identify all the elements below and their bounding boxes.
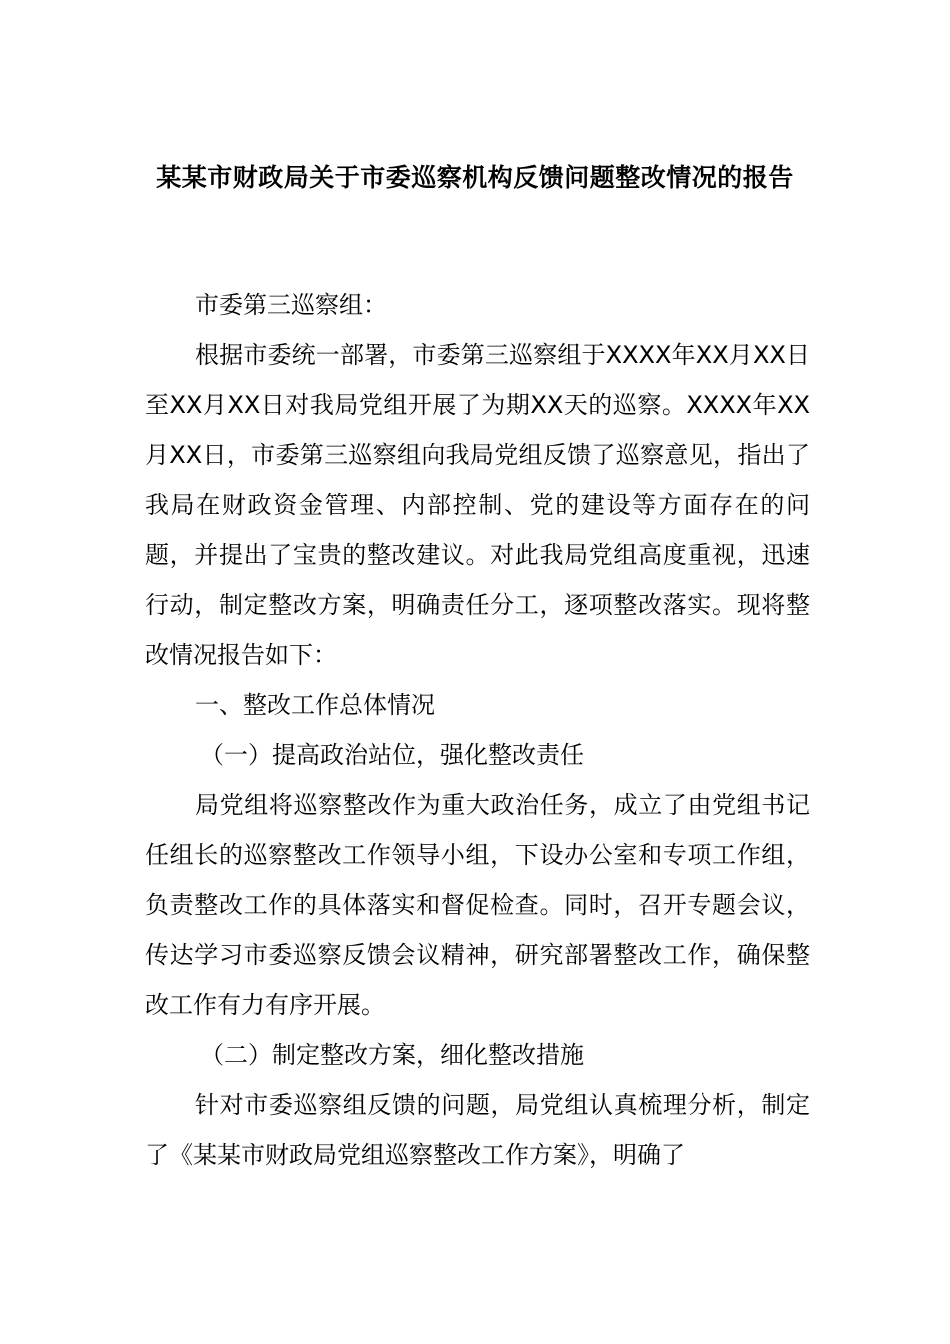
subsection-paragraph-2: 针对市委巡察组反馈的问题，局党组认真梳理分析，制定了《某某市财政局党组巡察整改工作方案》，明确了 bbox=[145, 1091, 810, 1169]
intro-paragraph: 根据市委统一部署，市委第三巡察组于XXXX年XX月XX日至XX月XX日对我局党组开展了为期XX天的巡察。XXXX年XX月XX日，市委第三巡察组向我局党组反馈了巡察意见，指出了我局在财政资金管理、内部控制、党的建设等方面存在的问题，并提出了宝贵的整改建议。对此我局党组高度重视，迅速行动，制定整改方案，明确责任分工，逐项整改落实。现将整改情况报告如下： bbox=[145, 341, 810, 669]
document-body bbox=[145, 280, 810, 1180]
document-title: 某某市财政局关于市委巡察机构反馈问题整改情况的报告 bbox=[156, 163, 794, 192]
section-heading-1: 一、整改工作总体情况 bbox=[195, 691, 435, 719]
subsection-heading-2: （二）制定整改方案，细化整改措施 bbox=[200, 1041, 584, 1069]
subsection-paragraph-1: 局党组将巡察整改作为重大政治任务，成立了由党组书记任组长的巡察整改工作领导小组，下设办公室和专项工作组，负责整改工作的具体落实和督促检查。同时，召开专题会议，传达学习市委巡察反馈会议精神，研究部署整改工作，确保整改工作有力有序开展。 bbox=[145, 791, 810, 1019]
salutation: 市委第三巡察组： bbox=[195, 291, 387, 319]
subsection-heading-1: （一）提高政治站位，强化整改责任 bbox=[200, 741, 584, 769]
